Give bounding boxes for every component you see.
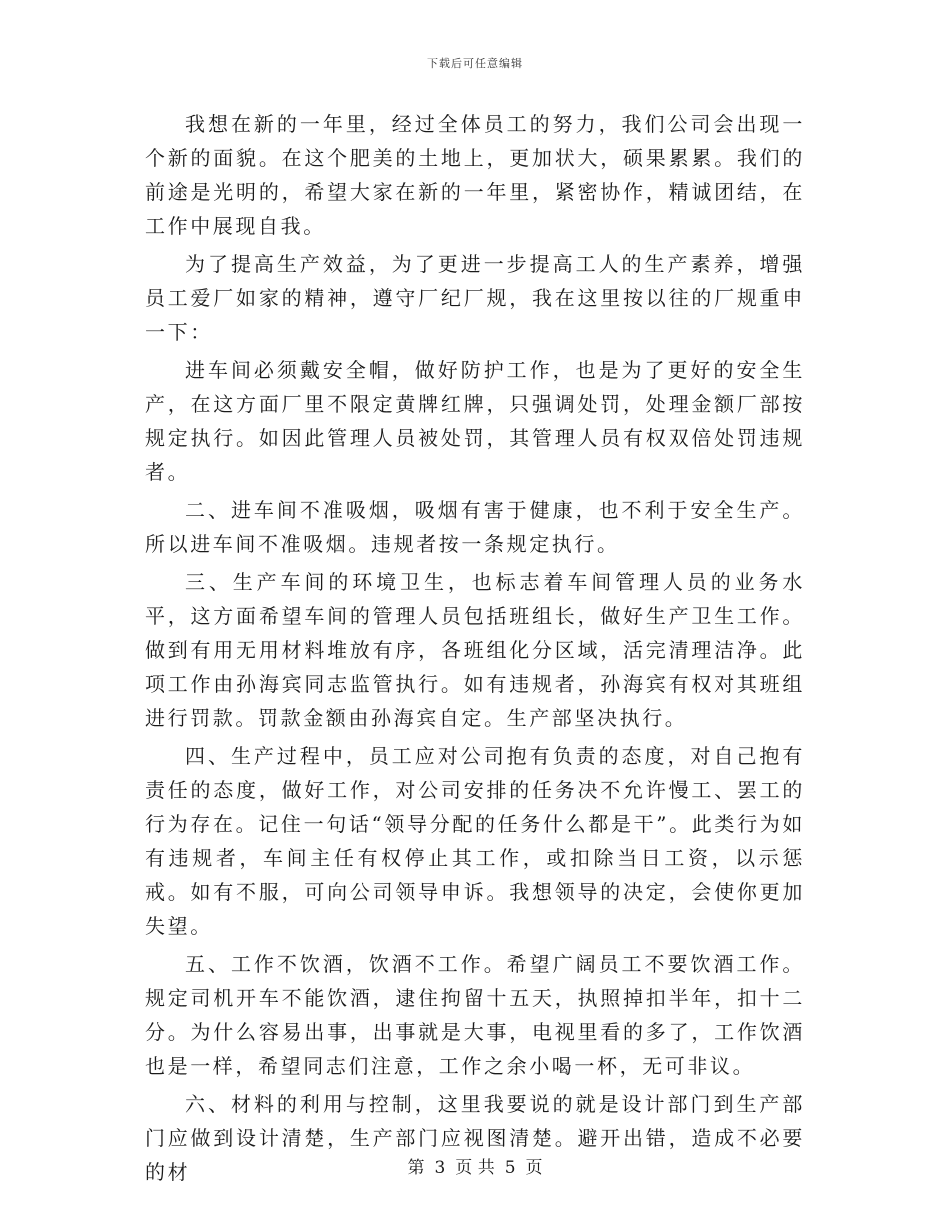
paragraph-rule-2: 二、进车间不准吸烟，吸烟有害于健康，也不利于安全生产。所以进车间不准吸烟。违规者按一条规定执行。 [145,498,805,556]
current-page-number: 3 [434,1158,446,1178]
document-body [145,107,805,1193]
page-header: 下载后可任意编辑 [427,57,523,70]
total-pages-number: 5 [504,1158,516,1178]
page-label-prefix: 第 [407,1158,425,1178]
page-label-suffix: 页 [525,1158,543,1178]
page-label-mid: 页 共 [455,1158,495,1178]
paragraph-rule-3: 三、生产车间的环境卫生，也标志着车间管理人员的业务水平，这方面希望车间的管理人员包括班组长，做好生产卫生工作。做到有用无用材料堆放有序，各班组化分区域，活完清理洁净。此项工作由孙海宾同志监管执行。如有违规者，孙海宾有权对其班组进行罚款。罚款金额由孙海宾自定。生产部坚决执行。 [145,570,805,730]
page-footer [0,1153,950,1178]
paragraph-rule-4: 四、生产过程中，员工应对公司抱有负责的态度，对自己抱有责任的态度，做好工作，对公司安排的任务决不允许慢工、罢工的行为存在。记住一句话“领导分配的任务什么都是干”。此类行为如有违规者，车间主任有权停止其工作，或扣除当日工资，以示惩戒。如有不服，可向公司领导申诉。我想领导的决定，会使你更加失望。 [145,744,805,938]
paragraph-rule-6: 六、材料的利用与控制，这里我要说的就是设计部门到生产部门应做到设计清楚，生产部门应视图清楚。避开出错，造成不必要的材 [145,1092,805,1184]
paragraph-rule-1: 进车间必须戴安全帽，做好防护工作，也是为了更好的安全生产，在这方面厂里不限定黄牌红牌，只强调处罚，处理金额厂部按规定执行。如因此管理人员被处罚，其管理人员有权双倍处罚违规者。 [145,358,805,484]
paragraph-rule-5: 五、工作不饮酒，饮酒不工作。希望广阔员工不要饮酒工作。规定司机开车不能饮酒，逮住拘留十五天，执照掉扣半年，扣十二分。为什么容易出事，出事就是大事，电视里看的多了，工作饮酒也是一样，希望同志们注意，工作之余小喝一杯，无可非议。 [145,952,805,1078]
paragraph-intro: 我想在新的一年里，经过全体员工的努力，我们公司会出现一个新的面貌。在这个肥美的土地上，更加状大，硕果累累。我们的前途是光明的，希望大家在新的一年里，紧密协作，精诚团结，在工作中展现自我。 [145,112,805,238]
paragraph-purpose: 为了提高生产效益，为了更进一步提高工人的生产素养，增强员工爱厂如家的精神，遵守厂纪厂规，我在这里按以往的厂规重申一下： [145,252,805,344]
